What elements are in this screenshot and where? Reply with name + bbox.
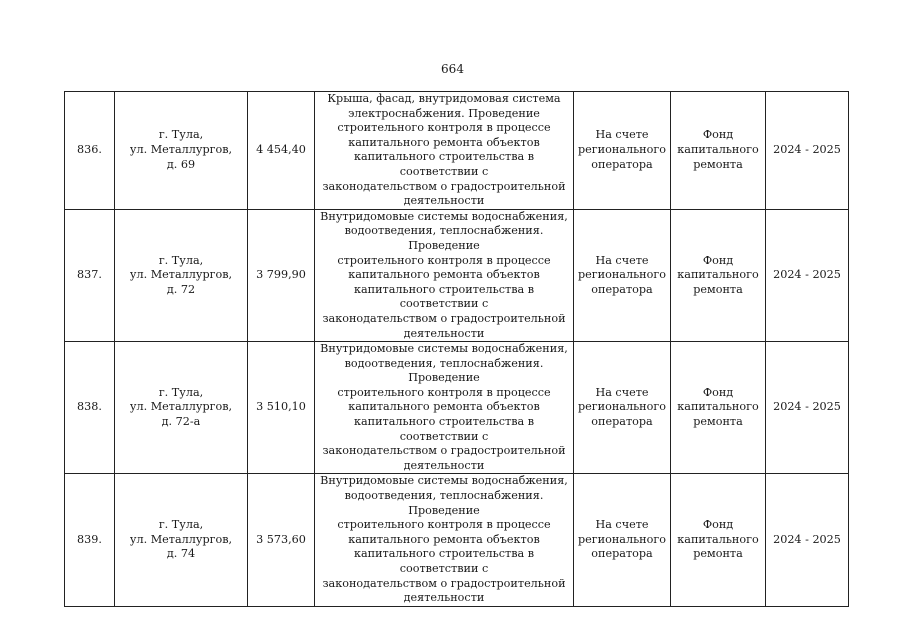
address-line: ул. Металлургов, <box>129 268 233 282</box>
works-cell <box>315 342 574 474</box>
works-line: Внутридомовые системы водоснабжения, <box>320 342 568 356</box>
source-line: капитального <box>677 400 759 414</box>
source-line: Фонд <box>702 385 734 399</box>
source-line: ремонта <box>693 282 743 296</box>
works-line: капитального ремонта объектов <box>348 135 540 149</box>
works-line: деятельности <box>403 326 485 340</box>
source-line: капитального <box>677 268 759 282</box>
table-row <box>65 342 849 474</box>
table-row <box>65 209 849 341</box>
method-line: оператора <box>591 282 653 296</box>
cost-cell: 3 799,90 <box>248 209 315 341</box>
row-number-cell: 839. <box>65 474 115 606</box>
works-line: деятельности <box>403 458 485 472</box>
method-line: На счете <box>595 518 649 532</box>
table-row <box>65 474 849 606</box>
works-line: законодательством о градостроительной <box>322 311 566 325</box>
works-line: деятельности <box>403 591 485 605</box>
address-line: д. 74 <box>166 547 196 561</box>
method-line: регионального <box>578 532 666 546</box>
works-line: капитального строительства в соответствии с <box>353 547 535 575</box>
capital-repair-table <box>64 91 849 607</box>
works-line: законодательством о градостроительной <box>322 179 566 193</box>
works-line: электроснабжения. Проведение <box>348 106 540 120</box>
works-line: капитального строительства в соответствии с <box>353 150 535 178</box>
works-line: строительного контроля в процессе <box>337 121 551 135</box>
source-line: ремонта <box>693 547 743 561</box>
address-cell <box>115 474 248 606</box>
works-line: водоотведения, теплоснабжения. Проведение <box>344 224 544 252</box>
table-body <box>65 92 849 607</box>
works-line: капитального строительства в соответствии с <box>353 415 535 443</box>
works-line: Внутридомовые системы водоснабжения, <box>320 209 568 223</box>
works-line: водоотведения, теплоснабжения. Проведение <box>344 489 544 517</box>
works-line: деятельности <box>403 194 485 208</box>
period-cell: 2024 - 2025 <box>766 209 849 341</box>
row-number-cell: 838. <box>65 342 115 474</box>
cost-cell: 3 573,60 <box>248 474 315 606</box>
address-cell <box>115 92 248 210</box>
address-line: ул. Металлургов, <box>129 532 233 546</box>
address-line: д. 72-а <box>161 415 201 429</box>
source-line: Фонд <box>702 518 734 532</box>
works-line: строительного контроля в процессе <box>337 385 551 399</box>
funding-source-cell <box>671 92 766 210</box>
address-line: г. Тула, <box>158 385 204 399</box>
method-line: На счете <box>595 128 649 142</box>
works-line: Крыша, фасад, внутридомовая система <box>327 92 561 105</box>
works-line: капитального ремонта объектов <box>348 532 540 546</box>
row-number-cell: 836. <box>65 92 115 210</box>
period-cell: 2024 - 2025 <box>766 92 849 210</box>
page-number: 664 <box>441 62 464 76</box>
method-line: На счете <box>595 253 649 267</box>
source-line: капитального <box>677 143 759 157</box>
fund-method-cell <box>574 92 671 210</box>
address-line: г. Тула, <box>158 518 204 532</box>
source-line: ремонта <box>693 415 743 429</box>
address-line: д. 69 <box>166 157 196 171</box>
cost-cell: 4 454,40 <box>248 92 315 210</box>
period-cell: 2024 - 2025 <box>766 474 849 606</box>
address-line: г. Тула, <box>158 253 204 267</box>
fund-method-cell <box>574 474 671 606</box>
method-line: оператора <box>591 547 653 561</box>
address-line: ул. Металлургов, <box>129 400 233 414</box>
fund-method-cell <box>574 342 671 474</box>
works-line: законодательством о градостроительной <box>322 576 566 590</box>
works-line: капитального ремонта объектов <box>348 400 540 414</box>
cost-cell: 3 510,10 <box>248 342 315 474</box>
method-line: регионального <box>578 268 666 282</box>
fund-method-cell <box>574 209 671 341</box>
method-line: регионального <box>578 400 666 414</box>
address-cell <box>115 342 248 474</box>
source-line: Фонд <box>702 128 734 142</box>
source-line: Фонд <box>702 253 734 267</box>
funding-source-cell <box>671 209 766 341</box>
works-line: строительного контроля в процессе <box>337 518 551 532</box>
works-cell <box>315 474 574 606</box>
period-cell: 2024 - 2025 <box>766 342 849 474</box>
method-line: оператора <box>591 415 653 429</box>
works-cell <box>315 209 574 341</box>
table-row <box>65 92 849 210</box>
works-line: водоотведения, теплоснабжения. Проведение <box>344 356 544 385</box>
method-line: оператора <box>591 157 653 171</box>
method-line: регионального <box>578 143 666 157</box>
works-cell <box>315 92 574 210</box>
address-line: д. 72 <box>166 282 196 296</box>
funding-source-cell <box>671 342 766 474</box>
address-cell <box>115 209 248 341</box>
works-line: капитального ремонта объектов <box>348 268 540 282</box>
works-line: Внутридомовые системы водоснабжения, <box>320 474 568 488</box>
source-line: ремонта <box>693 157 743 171</box>
source-line: капитального <box>677 532 759 546</box>
method-line: На счете <box>595 385 649 399</box>
funding-source-cell <box>671 474 766 606</box>
address-line: г. Тула, <box>158 128 204 142</box>
works-line: законодательством о градостроительной <box>322 444 566 458</box>
works-line: капитального строительства в соответствии с <box>353 282 535 311</box>
works-line: строительного контроля в процессе <box>337 253 551 267</box>
row-number-cell: 837. <box>65 209 115 341</box>
address-line: ул. Металлургов, <box>129 143 233 157</box>
